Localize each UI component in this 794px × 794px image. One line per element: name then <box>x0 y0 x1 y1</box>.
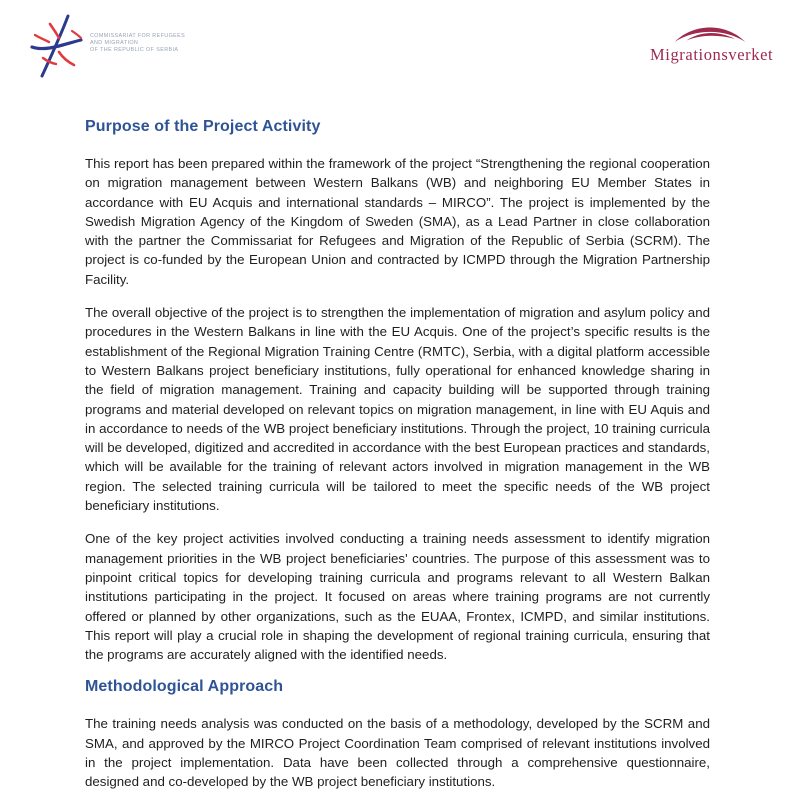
section-methodology <box>85 678 710 791</box>
scrm-logo-line-2: AND MIGRATION <box>90 39 139 46</box>
migrationsverket-arc-icon <box>672 22 748 44</box>
page-header <box>0 0 794 110</box>
paragraph: This report has been prepared within the framework of the project “Strengthening the regional cooperation on migration management between Western Balkans (WB) and neighboring EU Member States in accordance with EU Acquis and international standards – MIRCO”. The project is implemented by the Swedish Migration Agency of the Kingdom of Sweden (SMA), as a Lead Partner in close collaboration with the partner the Commissariat for Refugees and Migration of the Republic of Serbia (SCRM). The project is co-funded by the European Union and contracted by ICMPD through the Migration Partnership Facility. <box>85 156 710 287</box>
scrm-logo-text <box>90 33 185 54</box>
scrm-star-icon <box>28 14 84 78</box>
migrationsverket-logo <box>650 22 774 65</box>
section-heading-purpose: Purpose of the Project Activity <box>85 118 321 135</box>
paragraph: One of the key project activities involved conducting a training needs assessment to identify migration management priorities in the WB project beneficiaries' countries. The purpose of this assessment was to pinpoint critical topics for developing training curricula and programs relevant to all Western Balkan institutions participating in the project. It focused on areas where training programs are not currently offered or planned by other organizations, such as the EUAA, Frontex, ICMPD, and similar institutions. This report will play a crucial role in shaping the development of regional training curricula, ensuring that the programs are accurately aligned with the identified needs. <box>85 531 710 663</box>
section-heading-methodology: Methodological Approach <box>85 678 284 696</box>
paragraph: The training needs analysis was conducted on the basis of a methodology, developed by the SCRM and SMA, and approved by the MIRCO Project Coordination Team comprised of relevant institutions involved in the project implementation. Data have been collected through a comprehensive questionnaire, designed and co-developed by the WB project beneficiary institutions. <box>85 716 710 790</box>
scrm-logo-line-3: OF THE REPUBLIC OF SERBIA <box>90 46 179 53</box>
migrationsverket-wordmark: Migrationsverket <box>650 45 774 64</box>
section-purpose <box>85 118 710 664</box>
document-content <box>85 118 710 794</box>
scrm-logo <box>28 14 185 78</box>
scrm-logo-line-1: COMMISSARIAT FOR REFUGEES <box>90 32 186 39</box>
paragraph: The overall objective of the project is to strengthen the implementation of migration and asylum policy and procedures in the Western Balkans in line with the EU Acquis. One of the project’s specific results is the establishment of the Regional Migration Training Centre (RMTC), Serbia, with a digital platform accessible to Western Balkans project beneficiary institutions, fully operational for enhanced knowledge sharing in the field of migration management. Training and capacity building will be supported through training programs and material developed on relevant topics on migration management, in line with EU Aquis and in accordance to needs of the WB project beneficiary institutions. Through the project, 10 training curricula will be developed, digitized and accredited in accordance with the best European practices and standards, which will be available for the training of relevant actors involved in migration management in the WB region. The selected training curricula will be tailored to meet the specific needs of the WB project beneficiary institutions. <box>85 305 710 514</box>
